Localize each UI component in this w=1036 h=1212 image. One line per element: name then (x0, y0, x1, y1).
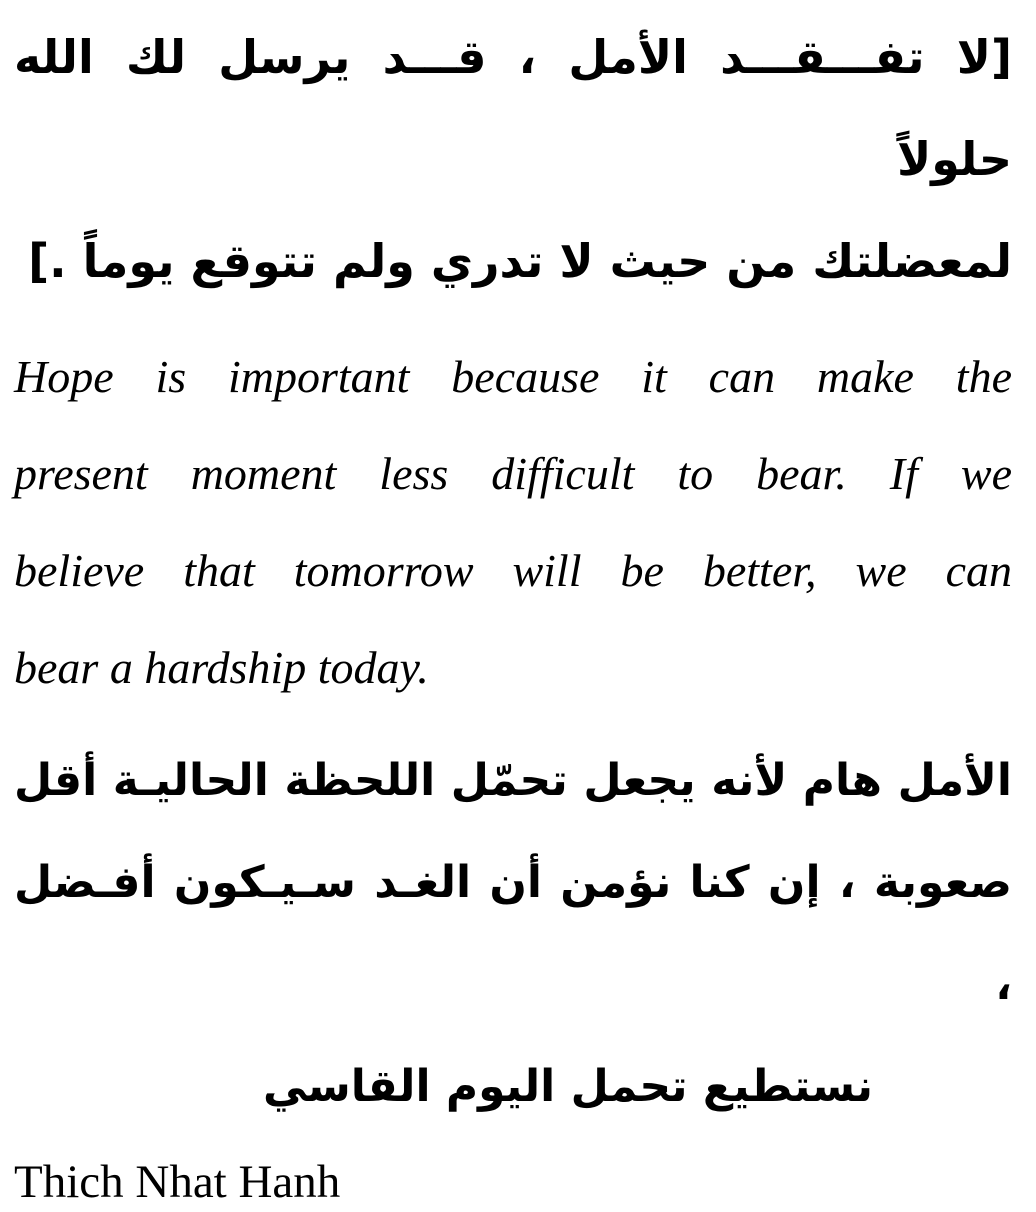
english-quote (14, 328, 1012, 716)
english-quote-line-1: Hope is important because it can make the (14, 351, 1012, 402)
arabic-translation-line-2: صعوبة ، إن كنا نؤمن أن الغـد سـيـكون أفـضل ، (14, 857, 1012, 1010)
arabic-quote-top (14, 6, 1012, 312)
english-quote-line-3: believe that tomorrow will be better, we can (14, 545, 1012, 596)
arabic-translation (14, 730, 1012, 1138)
arabic-quote-top-line-2: لمعضلتك من حيث لا تدري ولم تتوقع يوماً .] (28, 234, 1012, 288)
arabic-translation-line-3-text: نستطيع تحمل اليوم القاسي (262, 1061, 874, 1112)
english-quote-line-4: bear a hardship today. (14, 642, 429, 693)
english-quote-line-2: present moment less difficult to bear. If we (14, 448, 1012, 499)
arabic-translation-line-1: الأمل هام لأنه يجعل تحمّل اللحظة الحاليـة أقل (14, 755, 1012, 806)
arabic-quote-top-line-1: [لا تفـــقـــد الأمل ، قـــد يرسل لك الله حلولاً (14, 30, 1012, 186)
author-name: Thich Nhat Hanh (14, 1156, 341, 1208)
arabic-translation-line-3 (14, 1036, 1012, 1138)
